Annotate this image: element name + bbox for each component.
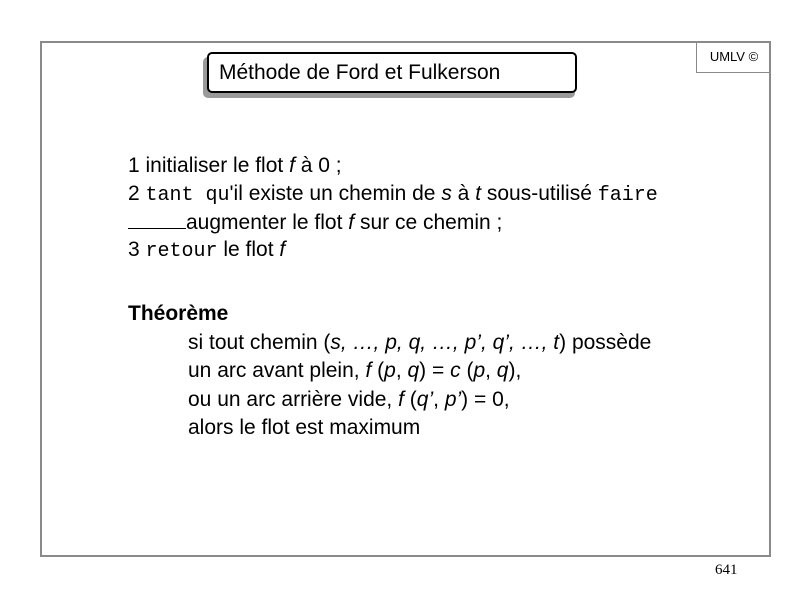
theorem-heading: Théorème [128,302,229,325]
theorem-text: si tout chemin ( [188,330,331,354]
var-f: f [348,211,355,234]
var-t: t [475,182,482,205]
line-text: augmenter le flot [186,211,349,234]
var-c: c [450,359,461,382]
var-f: f [289,154,295,177]
line-text: à 0 ; [294,154,342,177]
page-number: 641 [715,562,738,578]
corner-tag-text: UMLV © [709,49,759,64]
theorem-text: un arc avant plein, [188,359,366,382]
var-p: p [384,359,396,382]
theorem-text: , [433,387,445,411]
line-text: le flot [217,238,280,261]
algorithm-line-2 [128,180,658,208]
theorem-path: s, …, p, q, …, p’, q’, …, t [330,330,560,354]
var-q-prime: q’ [416,387,434,411]
theorem-block [128,300,651,443]
theorem-line-2 [128,357,651,386]
keyword-faire: faire [597,184,658,207]
corner-tag [696,41,771,73]
theorem-line-1 [128,329,651,358]
slide-title-text: Méthode de Ford et Fulkerson [219,60,501,84]
theorem-text: ou un arc arrière vide, [188,387,399,411]
theorem-text: ) = [419,359,451,382]
slide-title [207,52,577,93]
var-f: f [279,238,286,261]
indent-underline [128,208,186,229]
theorem-line-3 [128,386,651,415]
theorem-text: , [485,359,497,382]
line-number: 1 [128,154,146,177]
theorem-text: ) = 0, [461,387,510,411]
algorithm-line-4 [128,236,658,264]
line-text: sur ce chemin ; [354,211,503,234]
algorithm-block [128,152,658,264]
theorem-line-4: alors le flot est maximum [188,416,421,439]
var-f: f [398,387,404,411]
theorem-text: ( [403,387,417,411]
line-text: 'il existe un chemin de [229,182,442,205]
theorem-text: ) possède [559,330,652,354]
algorithm-line-1 [128,152,658,180]
keyword-tant-qu: tant qu [145,184,230,207]
var-f: f [365,359,372,382]
theorem-text: , [395,359,408,382]
var-q: q [496,359,509,382]
var-p-prime: p’ [444,387,462,411]
keyword-retour: retour [145,240,218,263]
line-text: sous-utilisé [481,182,598,205]
theorem-text: ( [371,359,385,382]
theorem-text: ( [460,359,474,382]
line-number: 2 [128,182,146,205]
line-text: initialiser le flot [145,154,290,177]
algorithm-line-3 [128,208,658,236]
var-q: q [407,359,420,382]
slide-frame [40,41,771,557]
var-s: s [441,182,452,205]
var-p: p [473,359,486,382]
theorem-text: ), [508,359,522,382]
line-text: à [451,182,476,205]
line-number: 3 [128,238,146,261]
